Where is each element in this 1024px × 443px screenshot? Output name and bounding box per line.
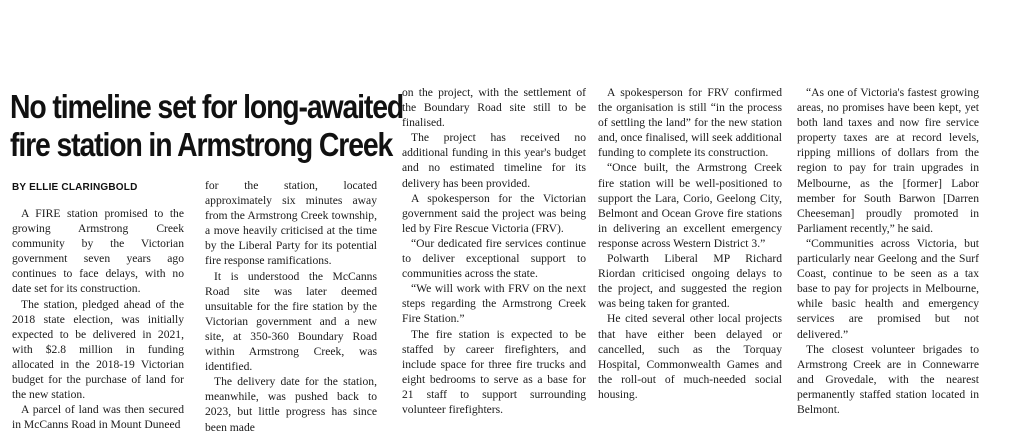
paragraph: A spokesperson for FRV confirmed the organisation is still “in the process of settling the land” for the new station and, once finalised, will seek additional funding to complete its construction. [598, 86, 782, 160]
byline: BY ELLIE CLARINGBOLD [12, 182, 138, 193]
article-column-3 [402, 85, 586, 417]
paragraph: for the station, located approximately six minutes away from the Armstrong Creek township, a move heavily criticised at the time by the Liberal Party for its potential fire response ramifications. [205, 179, 377, 268]
paragraph: It is understood the McCanns Road site was later deemed unsuitable for the fire station by the Victorian government and a new site, at 350-360 Boundary Road within Armstrong Creek, was identified. [205, 269, 377, 374]
headline-line-1: No timeline set for long-awaited [10, 88, 404, 125]
paragraph: “Communities across Victoria, but particularly near Geelong and the Surf Coast, continue to be seen as a tax base to pay for projects in Melbourne, while basic health and emergency services are promised but not delivered.” [797, 236, 979, 341]
paragraph: The delivery date for the station, meanwhile, was pushed back to 2023, but little progress has since been made [205, 375, 377, 434]
paragraph: on the project, with the settlement of the Boundary Road site still to be finalised. [402, 86, 586, 130]
paragraph: “As one of Victoria's fastest growing areas, no promises have been kept, yet both land taxes and now fire service property taxes are at record levels, ripping millions of dollars from the region to pay for train upgrades in Melbourne, as the [former] Labor member for South Barwon [Darren Cheeseman] proudly promoted in Parliament recently,” he said. [797, 86, 979, 235]
paragraph: He cited several other local projects that have either been delayed or cancelled, such as the Torquay Hospital, Commonwealth Games and the roll-out of much-needed social housing. [598, 312, 782, 401]
article-column-5 [797, 85, 979, 417]
paragraph: The closest volunteer brigades to Armstrong Creek are in Connewarre and Grovedale, with the nearest permanently staffed station located in Belmont. [797, 342, 979, 416]
paragraph: A FIRE station promised to the growing Armstrong Creek community by the Victorian government seven years ago continues to face delays, with no date set for its construction. [12, 207, 184, 296]
headline-line-2: fire station in Armstrong Creek [10, 126, 393, 163]
paragraph: The fire station is expected to be staffed by career firefighters, and include space for three fire trucks and eight bedrooms to serve as a base for 21 staff to support surrounding volunteer firefighters. [402, 327, 586, 416]
article-column-2 [205, 178, 377, 435]
paragraph: The station, pledged ahead of the 2018 state election, was initially expected to be delivered in 2021, with $2.8 million in funding allocated in the 2018-19 Victorian budget for the purchase of land for the new station. [12, 297, 184, 402]
headline [10, 88, 404, 164]
article-column-4 [598, 85, 782, 402]
paragraph: A parcel of land was then secured in McCanns Road in Mount Duneed [12, 403, 184, 432]
paragraph: “Once built, the Armstrong Creek fire station will be well-positioned to support the Lara, Corio, Geelong City, Belmont and Ocean Grove fire stations in delivering an excellent emergency response across Western District 3.” [598, 161, 782, 250]
paragraph: “Our dedicated fire services continue to deliver exceptional support to communities across the state. [402, 236, 586, 281]
paragraph: A spokesperson for the Victorian government said the project was being led by Fire Rescue Victoria (FRV). [402, 191, 586, 235]
article-column-1 [12, 206, 184, 432]
paragraph: Polwarth Liberal MP Richard Riordan criticised ongoing delays to the project, and suggested the region was being taken for granted. [598, 252, 782, 311]
paragraph: The project has received no additional funding in this year's budget and no estimated timeline for its delivery has been provided. [402, 131, 586, 190]
paragraph: “We will work with FRV on the next steps regarding the Armstrong Creek Fire Station.” [402, 282, 586, 326]
